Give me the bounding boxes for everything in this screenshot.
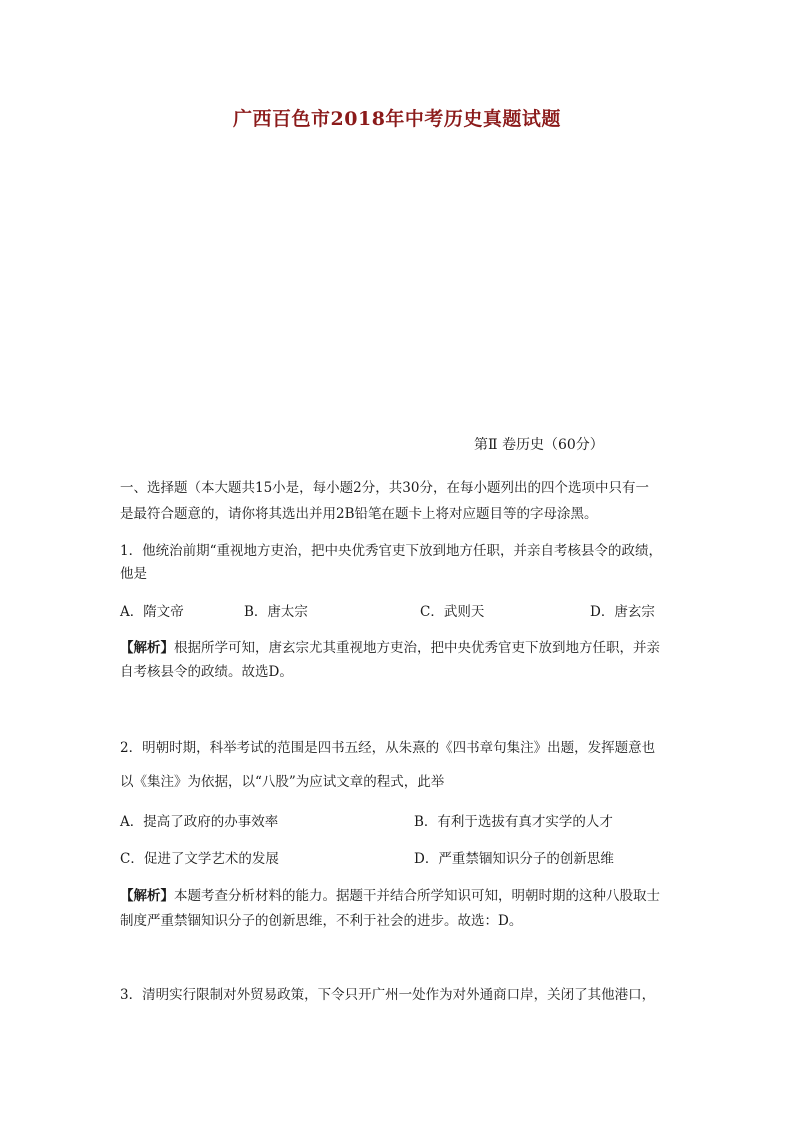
q1-option-c: C．武则天	[420, 604, 485, 620]
q2-analysis-line-1	[120, 886, 660, 906]
q1-stem-line-1: 1．他统治前期“重视地方吏治，把中央优秀官吏下放到地方任职，并亲自考核县令的政绩，	[120, 543, 662, 559]
q2-analysis-tag: 【解析】	[120, 888, 174, 904]
document-title: 广西百色市2018年中考历史真题试题	[233, 108, 561, 130]
q1-option-b: B．唐太宗	[244, 604, 308, 620]
q2-option-b: B．有利于选拔有真才实学的人才	[414, 814, 613, 830]
instructions-line-2: 是最符合题意的，请你将其选出并用2B铅笔在题卡上将对应题目等的字母涂黑。	[120, 506, 598, 522]
q2-option-c: C．促进了文学艺术的发展	[120, 851, 279, 867]
q1-option-a: A．隋文帝	[120, 604, 184, 620]
q1-analysis-line-1	[120, 638, 660, 658]
q1-option-d: D．唐玄宗	[590, 604, 655, 620]
q1-stem-line-2: 他是	[120, 566, 147, 582]
q2-stem-line-1: 2．明朝时期，科举考试的范围是四书五经，从朱熹的《四书章句集注》出题，发挥题意也	[120, 740, 656, 756]
instructions-line-1: 一、选择题（本大题共15小是，每小题2分，共30分，在每小题列出的四个选项中只有一	[120, 480, 649, 496]
q1-analysis-line-2: 自考核县令的政绩。故选D。	[120, 664, 293, 680]
q2-analysis-text-1: 本题考查分析材料的能力。据题干并结合所学知识可知，明朝时期的这种八股取士	[174, 888, 660, 904]
q3-stem-line-1: 3．清明实行限制对外贸易政策，下令只开广州一处作为对外通商口岸，关闭了其他港口，	[120, 987, 656, 1003]
q1-analysis-text-1: 根据所学可知，唐玄宗尤其重视地方吏治，把中央优秀官吏下放到地方任职，并亲	[174, 640, 660, 656]
q2-analysis-line-2: 制度严重禁锢知识分子的创新思维，不利于社会的进步。故选：D。	[120, 913, 523, 929]
q2-option-d: D．严重禁锢知识分子的创新思维	[414, 851, 614, 867]
q2-option-a: A．提高了政府的办事效率	[120, 814, 279, 830]
section-heading: 第Ⅱ 卷历史（60分）	[474, 437, 604, 453]
q1-analysis-tag: 【解析】	[120, 640, 174, 656]
q2-stem-line-2: 以《集注》为依据，以“八股”为应试文章的程式，此举	[120, 774, 445, 790]
